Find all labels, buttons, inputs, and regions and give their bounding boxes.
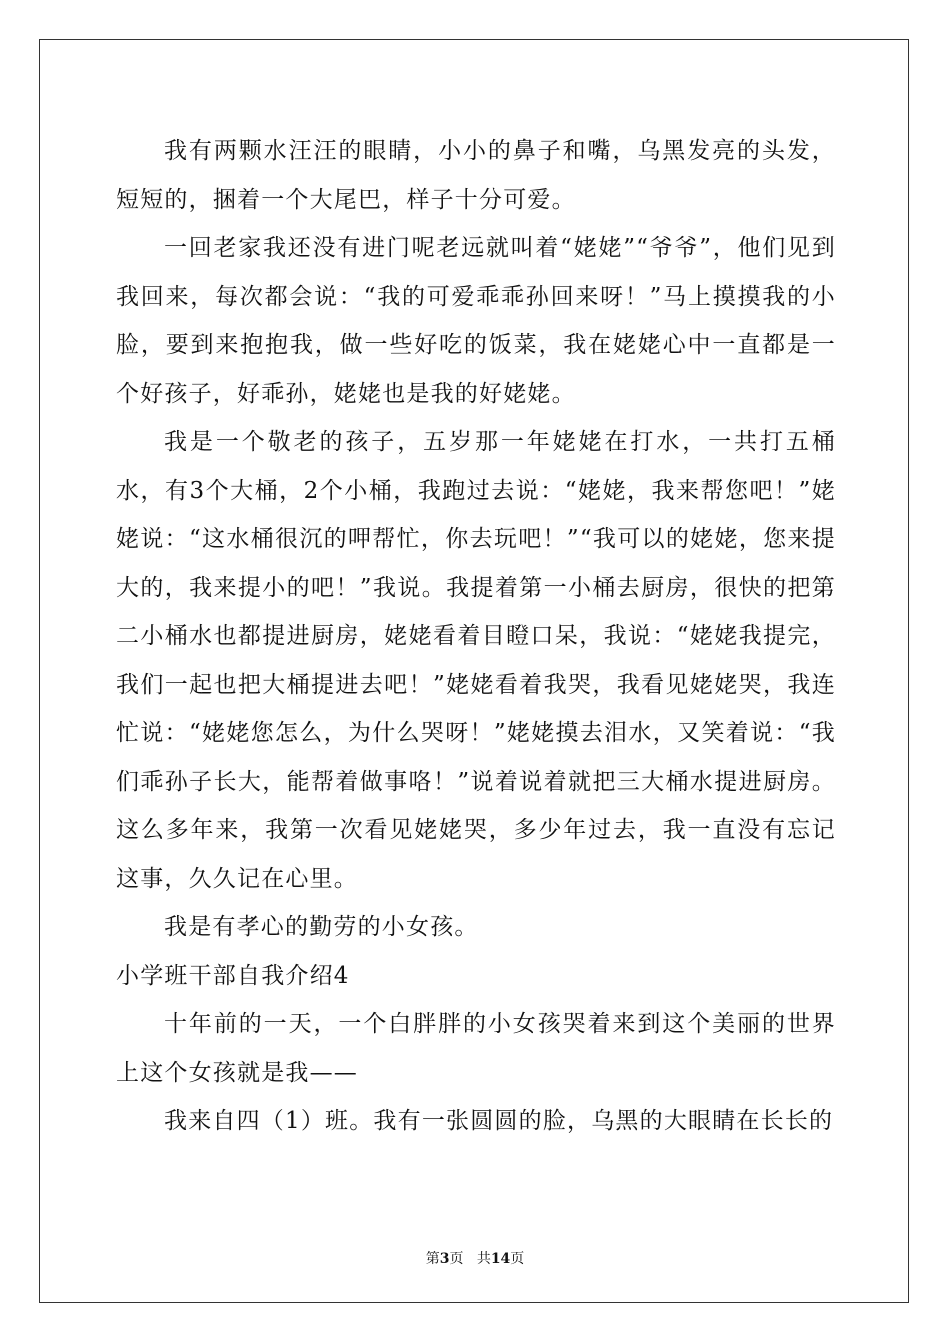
paragraph: 我是有孝心的勤劳的小女孩。: [164, 914, 479, 940]
page-number: 3: [439, 1251, 450, 1267]
page-suffix: 页: [449, 1251, 464, 1267]
total-pages: 14: [490, 1251, 511, 1267]
total-suffix: 页: [510, 1251, 525, 1267]
section-heading: 小学班干部自我介绍4: [116, 962, 350, 989]
paragraph: 一回老家我还没有进门呢老远就叫着“姥姥”“爷爷”，他们见到我回来，每次都会说：“我的可爱乖乖孙回来呀！”马上摸摸我的小脸，要到来抱抱我，做一些好吃的饭菜，我在姥姥心中一直都是一个好孩子，好乖孙，姥姥也是我的好姥姥。: [116, 235, 836, 407]
paragraph: 我来自四（1）班。我有一张圆圆的脸，乌黑的大眼睛在长长的: [164, 1108, 834, 1134]
document-body: [116, 127, 836, 1146]
page-footer: [0, 1248, 950, 1268]
paragraph: 十年前的一天，一个白胖胖的小女孩哭着来到这个美丽的世界上这个女孩就是我——: [116, 1011, 836, 1086]
page-prefix: 第: [425, 1251, 440, 1267]
total-prefix: 共: [476, 1251, 491, 1267]
paragraph: 我有两颗水汪汪的眼睛，小小的鼻子和嘴，乌黑发亮的头发，短短的，捆着一个大尾巴，样子十分可爱。: [116, 138, 836, 213]
paragraph: 我是一个敬老的孩子，五岁那一年姥姥在打水，一共打五桶水，有3个大桶，2个小桶，我跑过去说：“姥姥，我来帮您吧！”姥姥说：“这水桶很沉的呷帮忙，你去玩吧！”“我可以的姥姥，您来提大的，我来提小的吧！”我说。我提着第一小桶去厨房，很快的把第二小桶水也都提进厨房，姥姥看着目瞪口呆，我说：“姥姥我提完，我们一起也把大桶提进去吧！”姥姥看着我哭，我看见姥姥哭，我连忙说：“姥姥您怎么，为什么哭呀！”姥姥摸去泪水，又笑着说：“我们乖孙子长大，能帮着做事咯！”说着说着就把三大桶水提进厨房。这么多年来，我第一次看见姥姥哭，多少年过去，我一直没有忘记这事，久久记在心里。: [116, 429, 836, 892]
